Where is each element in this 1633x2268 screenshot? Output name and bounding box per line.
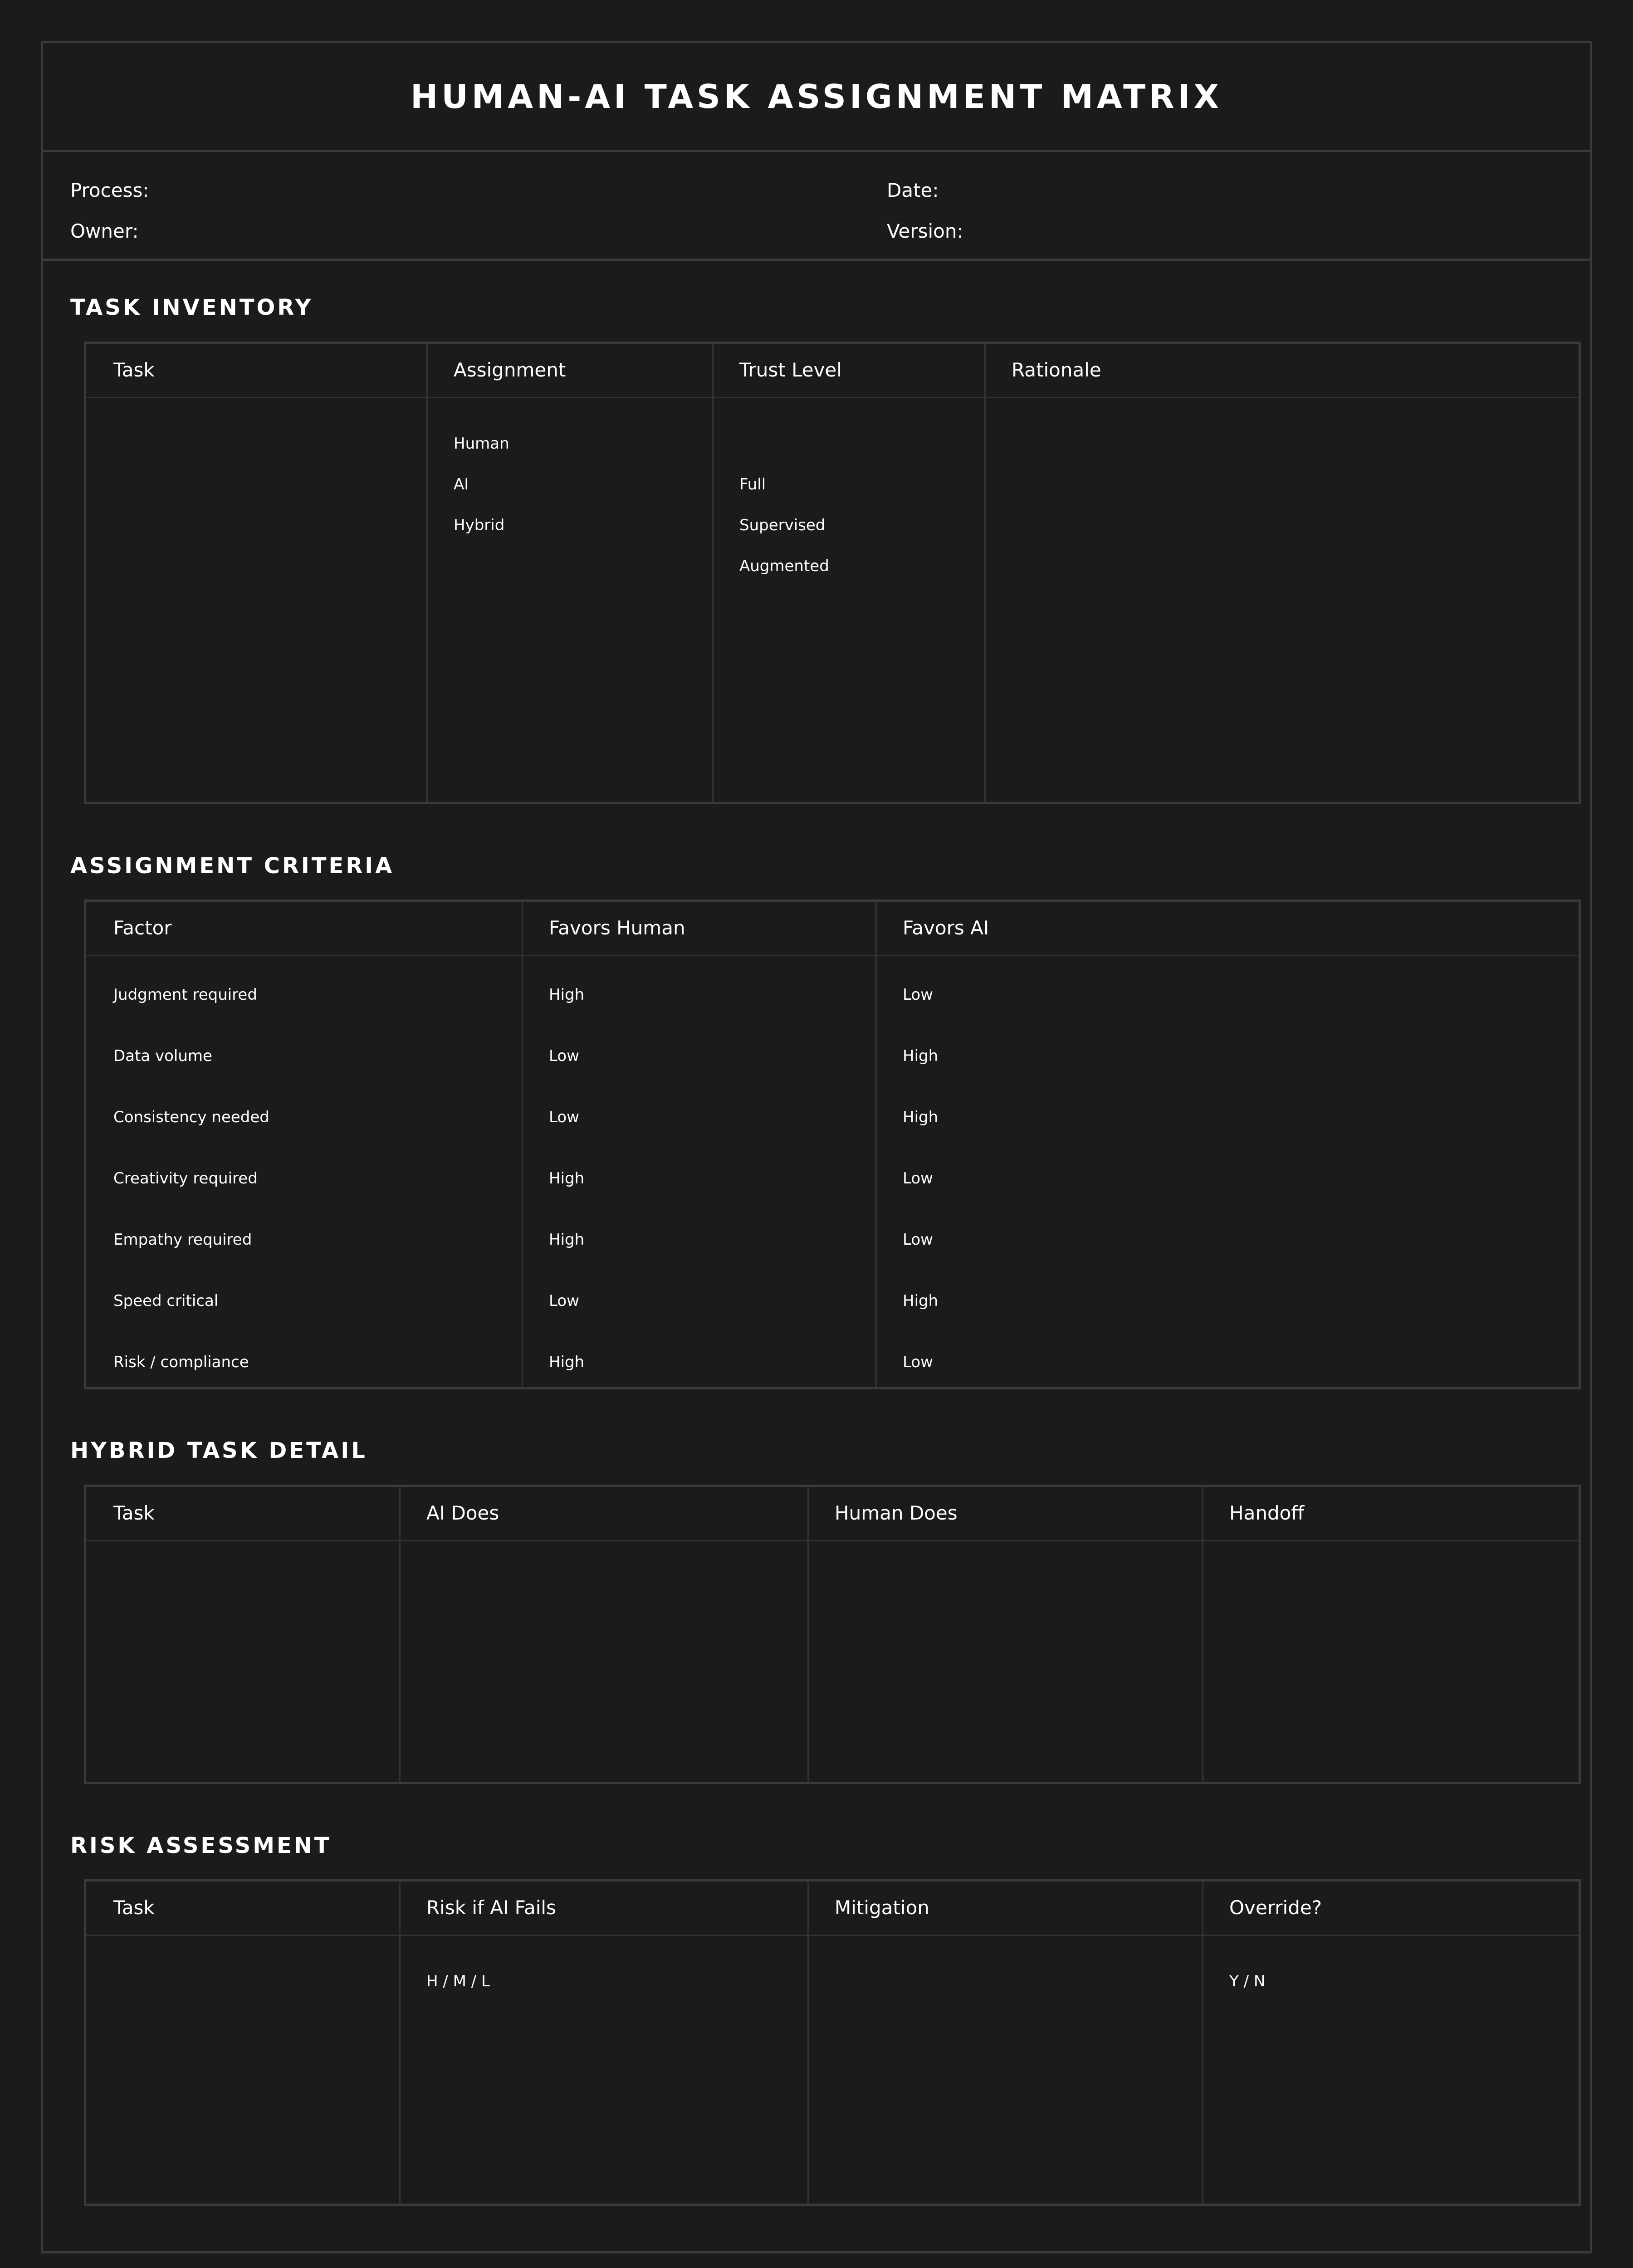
column-header-favors-human: Favors Human	[549, 917, 685, 939]
column-header-trust-level: Trust Level	[739, 359, 842, 381]
column-divider	[522, 902, 523, 1387]
criteria-favors-human: Low	[549, 1292, 579, 1310]
criteria-favors-human: High	[549, 1353, 585, 1371]
column-divider	[875, 902, 877, 1387]
table-header	[86, 1487, 1579, 1541]
assignment-option-human[interactable]: Human	[454, 435, 509, 453]
criteria-favors-ai: Low	[903, 1353, 933, 1371]
criteria-factor: Speed critical	[113, 1292, 219, 1310]
column-header-mitigation: Mitigation	[835, 1897, 929, 1919]
trust-option-full[interactable]: Full	[739, 475, 766, 494]
column-header-assignment: Assignment	[454, 359, 566, 381]
task-inventory-heading: TASK INVENTORY	[70, 295, 313, 320]
override-hint[interactable]: Y / N	[1229, 1972, 1266, 1990]
column-header-favors-ai: Favors AI	[903, 917, 989, 939]
criteria-factor: Data volume	[113, 1047, 212, 1065]
criteria-favors-human: Low	[549, 1108, 579, 1126]
criteria-factor: Empathy required	[113, 1231, 252, 1249]
criteria-favors-ai: High	[903, 1047, 939, 1065]
hybrid-task-detail-table	[84, 1485, 1581, 1784]
column-divider	[1202, 1882, 1203, 2204]
column-header-task: Task	[113, 1502, 155, 1524]
criteria-favors-ai: Low	[903, 1169, 933, 1188]
column-divider	[807, 1882, 809, 2204]
column-header-risk-if-ai-fails: Risk if AI Fails	[426, 1897, 556, 1919]
column-header-factor: Factor	[113, 917, 172, 939]
column-divider	[399, 1487, 401, 1782]
column-header-rationale: Rationale	[1012, 359, 1101, 381]
process-field[interactable]: Process:	[70, 179, 149, 201]
task-inventory-table	[84, 342, 1581, 804]
criteria-favors-human: High	[549, 1169, 585, 1188]
hybrid-task-detail-heading: HYBRID TASK DETAIL	[70, 1438, 367, 1463]
column-header-task: Task	[113, 1897, 155, 1919]
trust-option-supervised[interactable]: Supervised	[739, 516, 826, 534]
criteria-favors-ai: High	[903, 1108, 939, 1126]
assignment-option-ai[interactable]: AI	[454, 475, 469, 494]
page-title: HUMAN-AI TASK ASSIGNMENT MATRIX	[410, 77, 1223, 116]
worksheet-frame	[41, 41, 1592, 2253]
column-divider	[712, 344, 714, 802]
criteria-favors-ai: Low	[903, 986, 933, 1004]
meta-fields	[43, 152, 1590, 261]
criteria-favors-human: High	[549, 1231, 585, 1249]
table-header	[86, 1882, 1579, 1936]
column-divider	[399, 1882, 401, 2204]
risk-level-hint[interactable]: H / M / L	[426, 1972, 490, 1990]
criteria-factor: Risk / compliance	[113, 1353, 249, 1371]
criteria-favors-ai: High	[903, 1292, 939, 1310]
assignment-option-hybrid[interactable]: Hybrid	[454, 516, 505, 534]
version-field[interactable]: Version:	[887, 220, 963, 242]
criteria-factor: Judgment required	[113, 986, 257, 1004]
criteria-favors-human: High	[549, 986, 585, 1004]
criteria-factor: Consistency needed	[113, 1108, 269, 1126]
owner-field[interactable]: Owner:	[70, 220, 139, 242]
column-header-handoff: Handoff	[1229, 1502, 1305, 1524]
column-divider	[984, 344, 986, 802]
assignment-criteria-heading: ASSIGNMENT CRITERIA	[70, 853, 395, 879]
trust-option-augmented[interactable]: Augmented	[739, 557, 829, 575]
column-divider	[426, 344, 428, 802]
column-divider	[807, 1487, 809, 1782]
risk-assessment-heading: RISK ASSESSMENT	[70, 1833, 332, 1858]
date-field[interactable]: Date:	[887, 179, 939, 201]
criteria-favors-human: Low	[549, 1047, 579, 1065]
assignment-criteria-table	[84, 899, 1581, 1389]
risk-assessment-table	[84, 1879, 1581, 2206]
column-header-task: Task	[113, 359, 155, 381]
column-divider	[1202, 1487, 1203, 1782]
criteria-factor: Creativity required	[113, 1169, 258, 1188]
title-band	[43, 43, 1590, 152]
table-header	[86, 902, 1579, 956]
column-header-human-does: Human Does	[835, 1502, 958, 1524]
criteria-favors-ai: Low	[903, 1231, 933, 1249]
column-header-override: Override?	[1229, 1897, 1322, 1919]
column-header-ai-does: AI Does	[426, 1502, 499, 1524]
